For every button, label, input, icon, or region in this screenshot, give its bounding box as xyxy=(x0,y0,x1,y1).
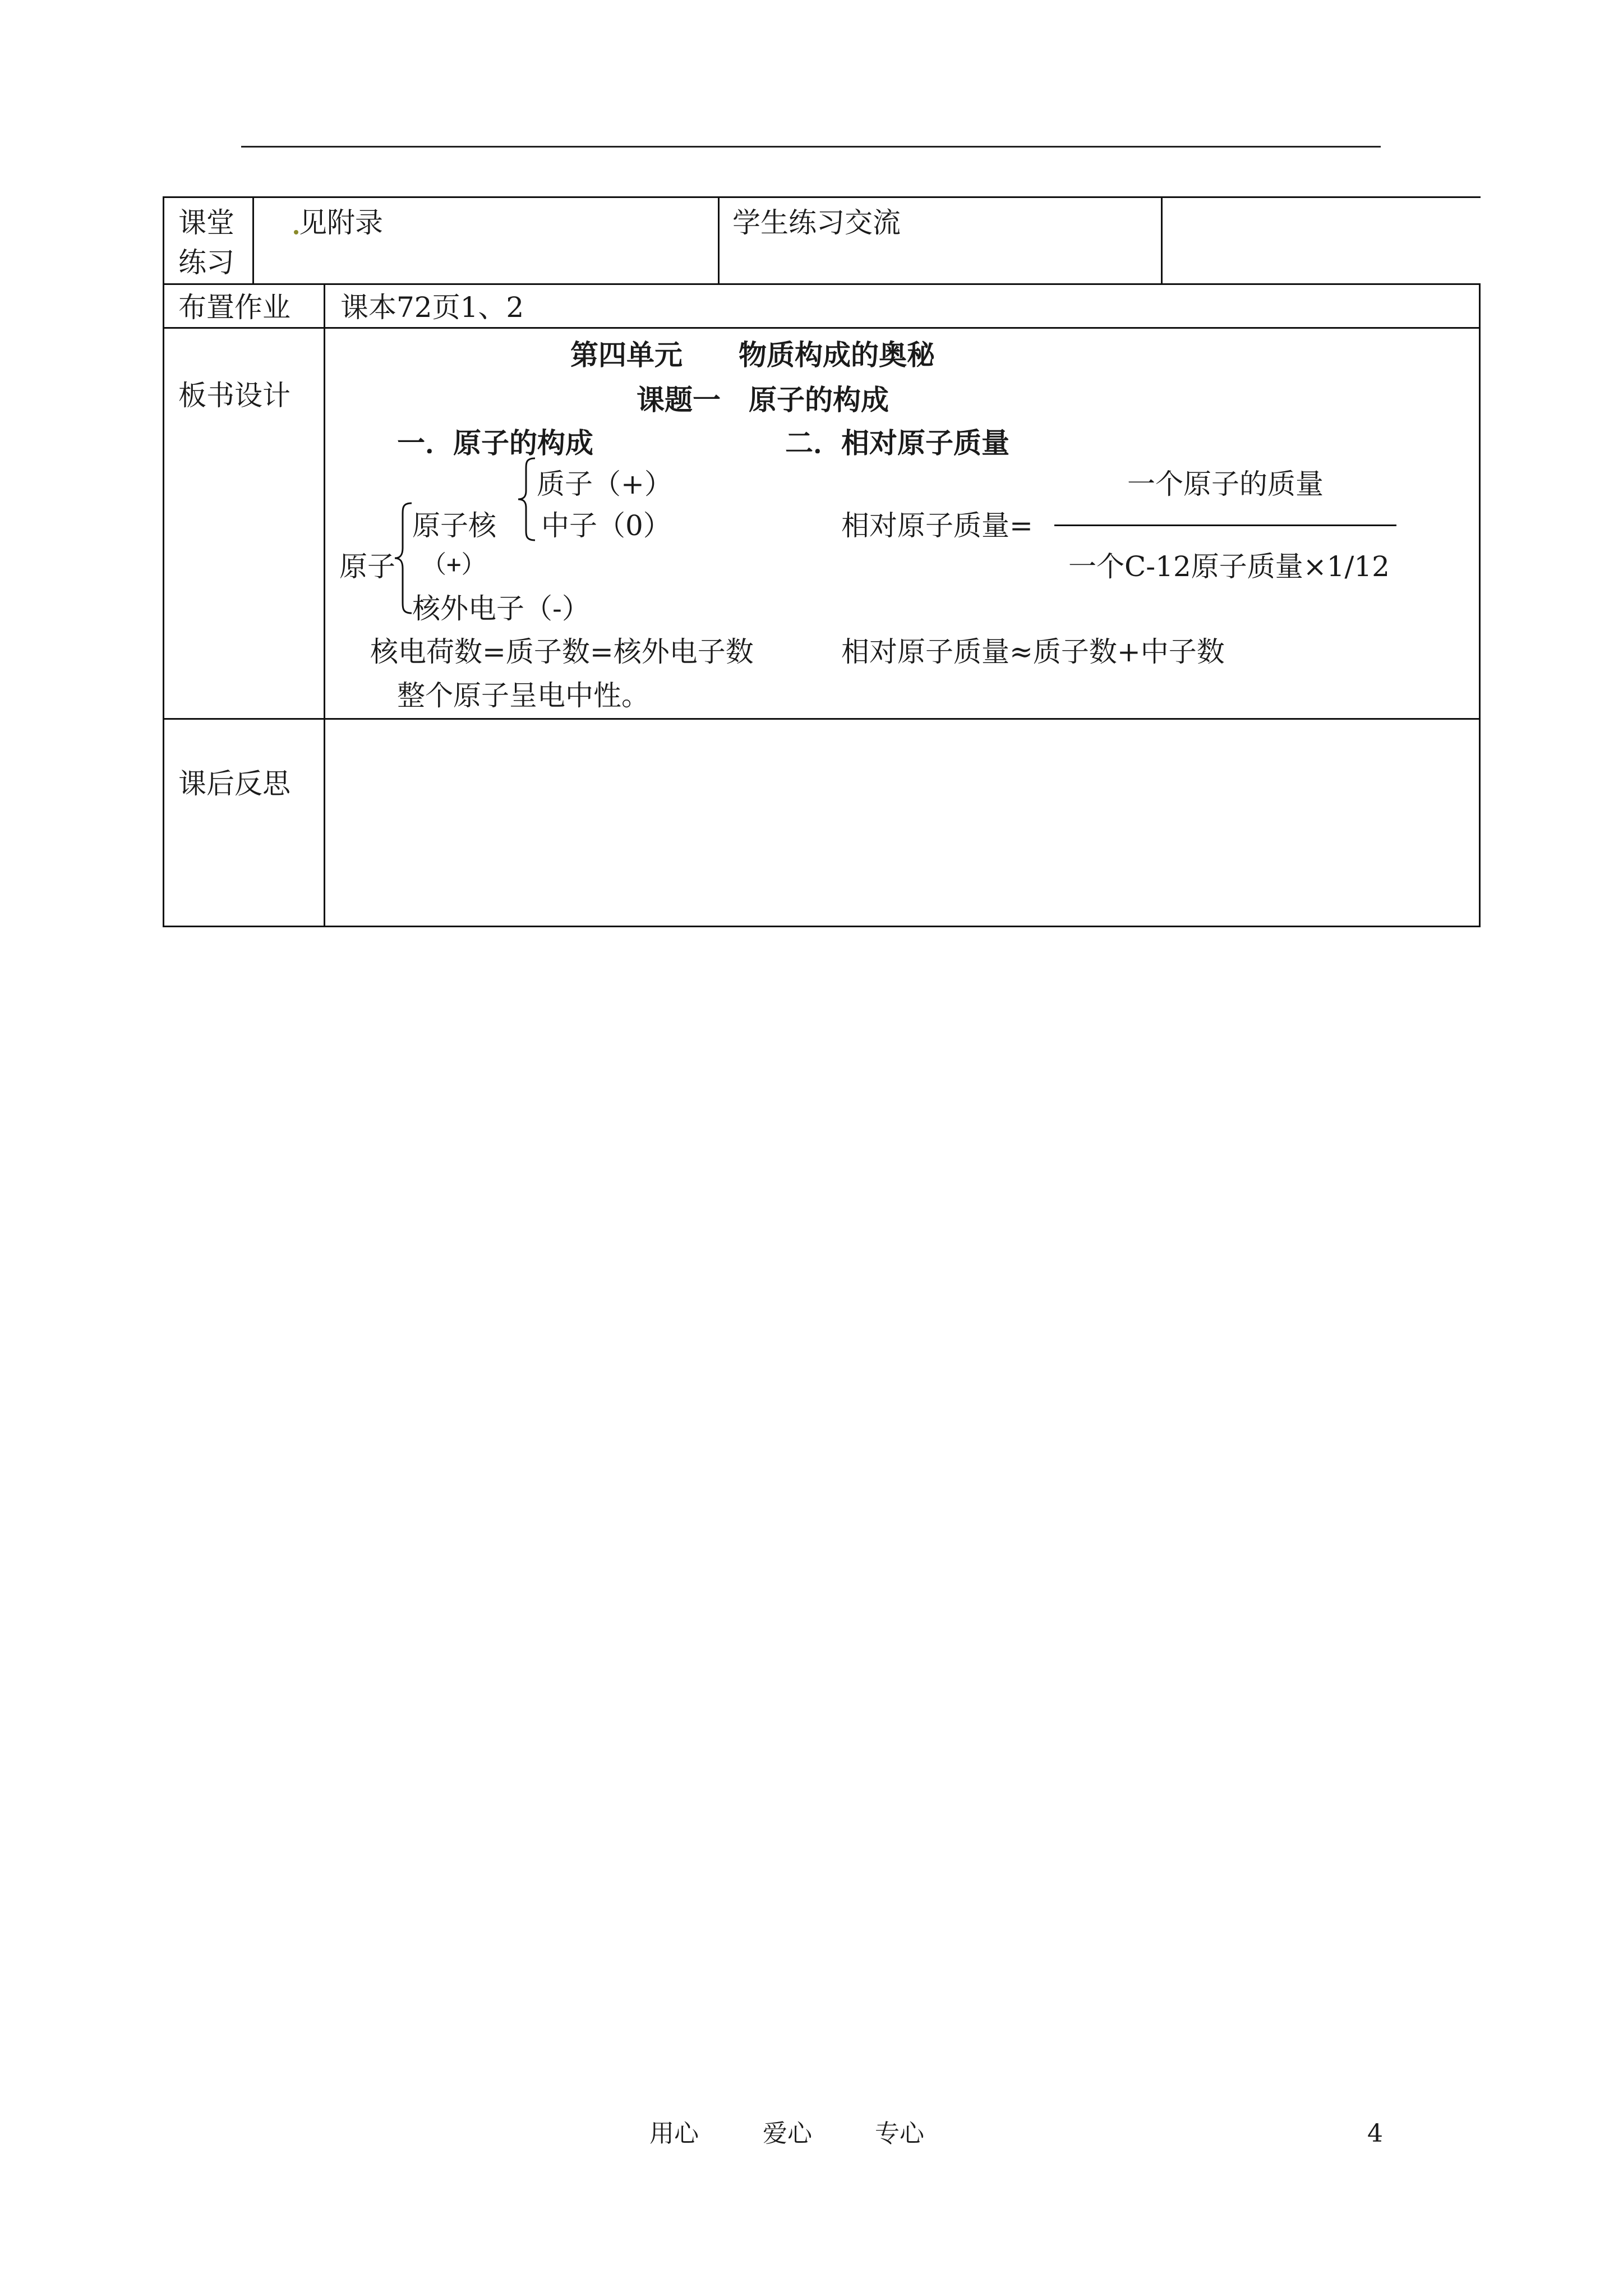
proton-label: 质子（+） xyxy=(537,468,672,500)
table-divider-label xyxy=(324,283,325,927)
fraction-bar xyxy=(1054,524,1396,526)
inner-brace-icon xyxy=(516,457,538,541)
electron-label: 核外电子（-） xyxy=(412,592,590,625)
formula-label: 相对原子质量= xyxy=(841,509,1033,542)
neutron-label: 中子（0） xyxy=(541,509,671,542)
table-divider-row1-b xyxy=(718,196,720,284)
table-border-row2 xyxy=(163,327,1481,329)
table-border-right xyxy=(1479,283,1481,927)
nucleus-label: 原子核 xyxy=(412,509,496,542)
table-border-top xyxy=(163,196,1481,198)
row1-content: 见附录 xyxy=(299,206,383,239)
row2-label: 布置作业 xyxy=(178,291,291,324)
formula-numerator: 一个原子的质量 xyxy=(1127,468,1324,500)
table-border-bottom xyxy=(163,926,1481,927)
approx-equation: 相对原子质量≈质子数+中子数 xyxy=(841,636,1225,668)
row1-label-line2: 练习 xyxy=(178,246,234,279)
atom-label: 原子 xyxy=(339,550,395,583)
page-number: 4 xyxy=(1367,2119,1383,2148)
row4-label: 课后反思 xyxy=(178,767,291,800)
table-border-row1 xyxy=(163,283,1481,285)
row3-label: 板书设计 xyxy=(178,379,291,412)
formula-denominator: 一个C-12原子质量×1/12 xyxy=(1068,550,1390,583)
footer-motto-3: 专心 xyxy=(875,2119,924,2148)
row2-content: 课本72页1、2 xyxy=(340,291,524,324)
table-border-row3 xyxy=(163,718,1481,720)
row1-activity: 学生练习交流 xyxy=(732,206,901,239)
lesson-title: 课题一 原子的构成 xyxy=(637,383,889,416)
table-divider-row1-a xyxy=(252,196,254,284)
row1-label-line1: 课堂 xyxy=(178,206,234,239)
header-rule xyxy=(241,146,1381,148)
charge-equation: 核电荷数=质子数=核外电子数 xyxy=(370,636,754,668)
table-border-left xyxy=(163,196,164,927)
footer-motto-2: 爱心 xyxy=(763,2119,812,2148)
table-divider-row1-c xyxy=(1161,196,1163,284)
bullet-dot xyxy=(294,230,298,234)
unit-title: 第四单元 物质构成的奥秘 xyxy=(570,338,935,371)
nucleus-charge: （+） xyxy=(422,550,486,579)
section2-heading: 二．相对原子质量 xyxy=(785,426,1009,459)
section1-heading: 一．原子的构成 xyxy=(397,426,593,459)
outer-brace-icon xyxy=(393,502,415,614)
neutrality-statement: 整个原子呈电中性。 xyxy=(397,679,649,712)
footer-motto-1: 用心 xyxy=(649,2119,699,2148)
